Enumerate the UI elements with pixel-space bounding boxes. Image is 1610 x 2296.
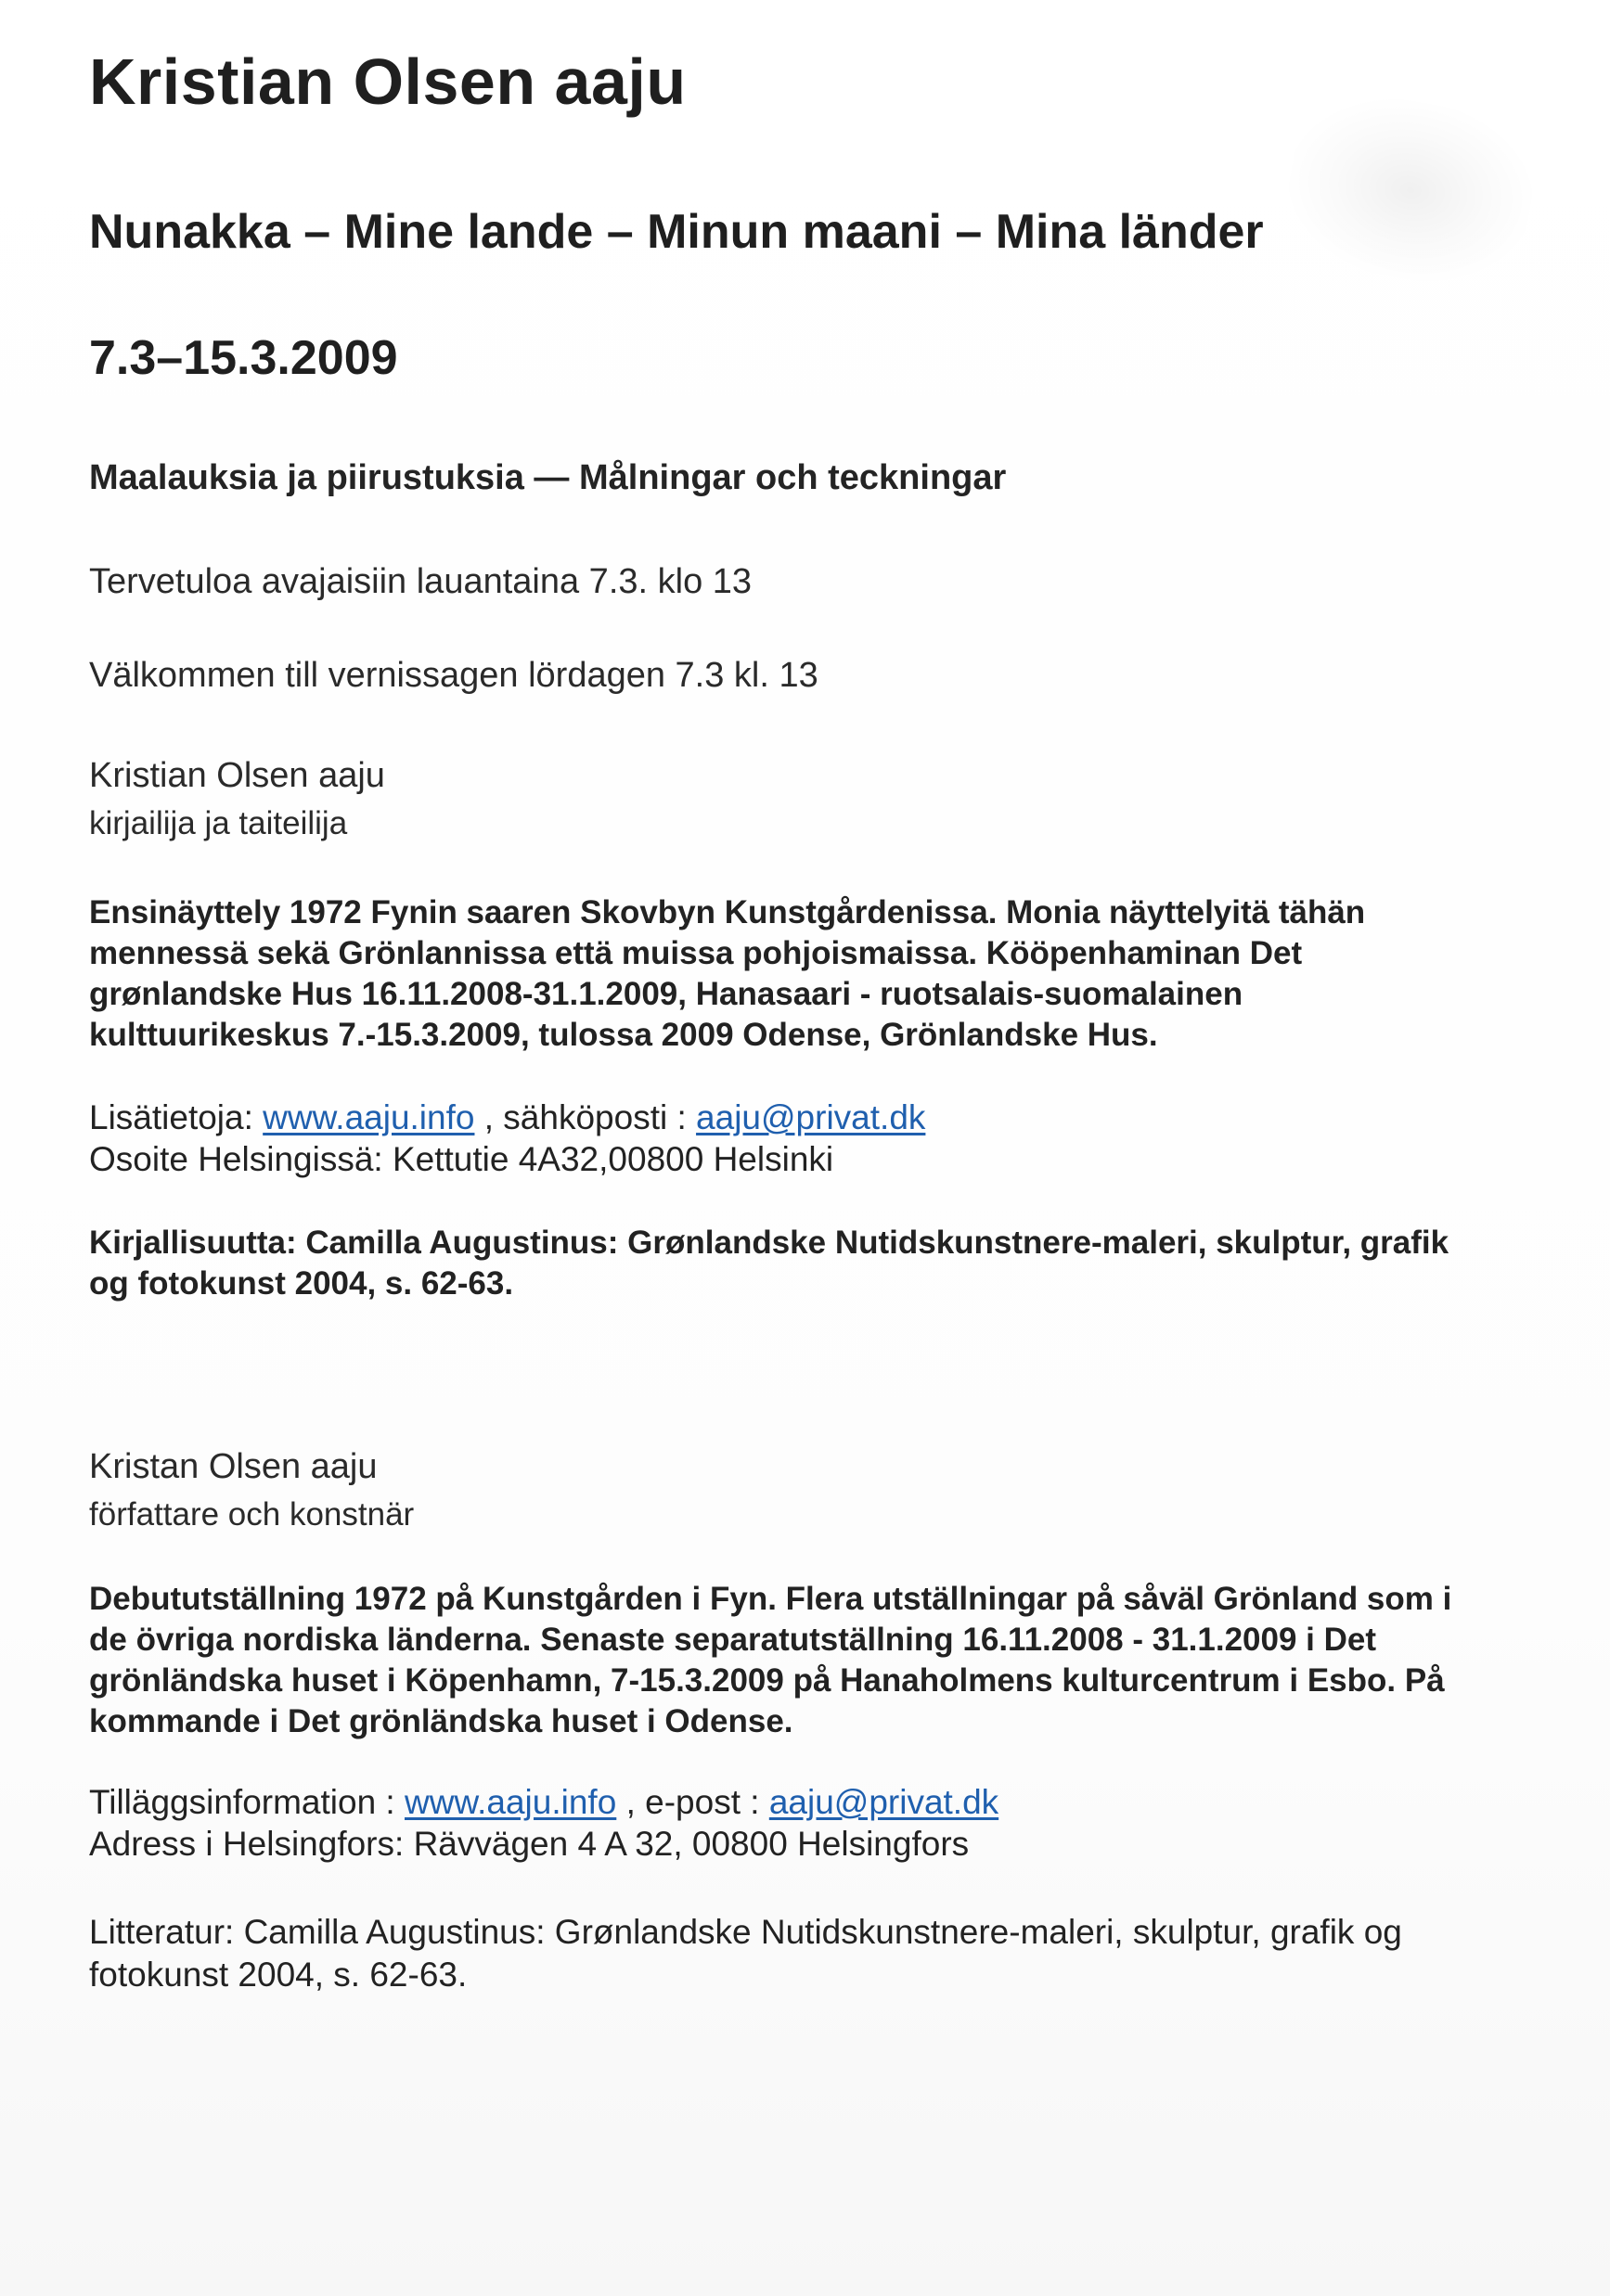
swedish-email-label: , e-post : — [625, 1783, 760, 1821]
swedish-biography-line: kommande i Det grönländska huset i Odense. — [89, 1703, 793, 1739]
swedish-biography-line: de övriga nordiska länderna. Senaste separatutställning 16.11.2008 - 31.1.2009 i Det — [89, 1622, 1377, 1658]
swedish-website-link[interactable]: www.aaju.info — [405, 1783, 617, 1821]
swedish-info-label: Tilläggsinformation : — [89, 1783, 395, 1821]
swedish-biography-line: Debututställning 1972 på Kunstgården i Fyn. Flera utställningar på såväl Grönland som i — [89, 1581, 1452, 1617]
finnish-literature — [89, 1223, 1574, 1304]
swedish-address: Adress i Helsingfors: Rävvägen 4 A 32, 00800 Helsingfors — [89, 1825, 970, 1863]
artist-role-finnish: kirjailija ja taiteilija — [89, 805, 348, 841]
scan-shadow — [1276, 83, 1544, 298]
artist-name-finnish: Kristian Olsen aaju — [89, 756, 385, 795]
finnish-biography-line: grønlandske Hus 16.11.2008-31.1.2009, Hanasaari - ruotsalais-suomalainen — [89, 976, 1243, 1012]
finnish-literature-line: Kirjallisuutta: Camilla Augustinus: Grønlandske Nutidskunstnere-maleri, skulptur, grafik — [89, 1225, 1449, 1261]
exhibition-dates: 7.3–15.3.2009 — [89, 331, 398, 385]
finnish-email-link[interactable]: aaju@privat.dk — [696, 1098, 926, 1136]
finnish-email-label: , sähköposti : — [483, 1098, 687, 1136]
artist-name-swedish: Kristan Olsen aaju — [89, 1447, 378, 1486]
finnish-literature-line: og fotokunst 2004, s. 62-63. — [89, 1265, 514, 1302]
finnish-info-label: Lisätietoja: — [89, 1098, 253, 1136]
page-title: Kristian Olsen aaju — [89, 45, 687, 118]
finnish-biography-line: Ensinäyttely 1972 Fynin saaren Skovbyn Kunstgårdenissa. Monia näyttelyitä tähän — [89, 894, 1366, 930]
finnish-contact-info — [89, 1097, 925, 1180]
swedish-biography — [89, 1579, 1537, 1742]
finnish-biography-line: mennessä sekä Grönlannissa että muissa pohjoismaissa. Kööpenhaminan Det — [89, 935, 1303, 971]
exhibition-subtitle: Nunakka – Mine lande – Minun maani – Mina länder — [89, 205, 1264, 259]
exhibition-media: Maalauksia ja piirustuksia — Målningar och teckningar — [89, 458, 1007, 497]
finnish-website-link[interactable]: www.aaju.info — [263, 1098, 475, 1136]
artist-role-swedish: författare och konstnär — [89, 1496, 415, 1533]
swedish-email-link[interactable]: aaju@privat.dk — [768, 1783, 999, 1821]
finnish-address: Osoite Helsingissä: Kettutie 4A32,00800 Helsinki — [89, 1140, 834, 1178]
welcome-swedish: Välkommen till vernissagen lördagen 7.3 kl. 13 — [89, 656, 818, 695]
swedish-biography-line: grönländska huset i Köpenhamn, 7-15.3.2009 på Hanaholmens kulturcentrum i Esbo. På — [89, 1662, 1445, 1699]
swedish-literature — [89, 1911, 1537, 1996]
swedish-contact-info — [89, 1781, 998, 1865]
finnish-contact-line — [89, 1097, 925, 1138]
finnish-biography-line: kulttuurikeskus 7.-15.3.2009, tulossa 2009 Odense, Grönlandske Hus. — [89, 1017, 1158, 1053]
swedish-contact-line — [89, 1781, 998, 1823]
swedish-literature-line: fotokunst 2004, s. 62-63. — [89, 1956, 468, 1994]
swedish-literature-line: Litteratur: Camilla Augustinus: Grønlandske Nutidskunstnere-maleri, skulptur, grafik og — [89, 1913, 1402, 1951]
finnish-biography — [89, 892, 1537, 1056]
welcome-finnish: Tervetuloa avajaisiin lauantaina 7.3. klo 13 — [89, 562, 753, 601]
